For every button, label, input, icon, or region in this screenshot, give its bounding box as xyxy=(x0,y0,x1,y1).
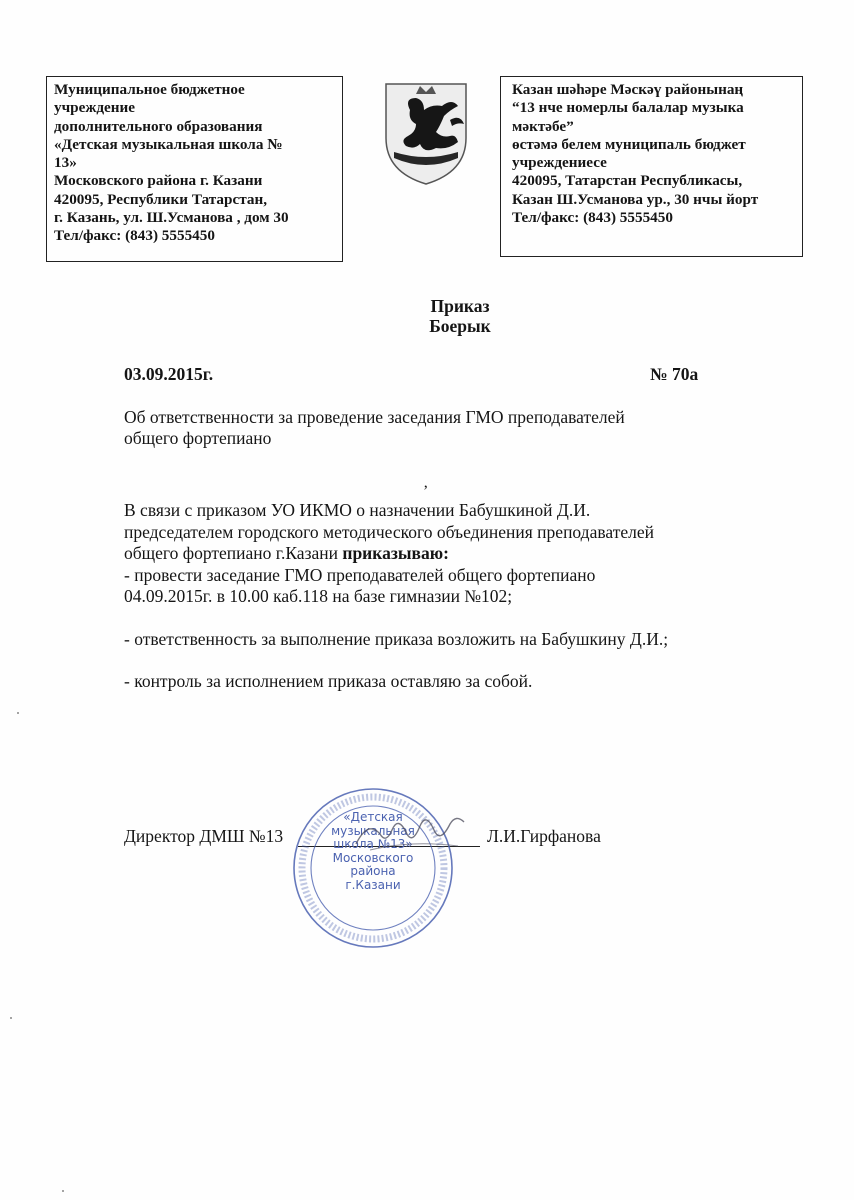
order-verb: приказываю: xyxy=(342,543,449,563)
order-date: 03.09.2015г. xyxy=(124,364,214,384)
header-right-line: “13 нче номерлы балалар музыка xyxy=(512,99,744,117)
body-line: председателем городского методического объединения преподавателей xyxy=(124,521,654,542)
kazan-coat-of-arms-icon xyxy=(380,80,472,186)
stamp-line: школа №13» xyxy=(333,837,413,852)
subject-line: Об ответственности за проведение заседания ГМО преподавателей xyxy=(124,407,625,427)
scan-speck xyxy=(10,1017,12,1019)
stamp-line: Московского xyxy=(332,850,414,865)
order-title-ru: Приказ xyxy=(430,296,490,316)
order-body xyxy=(124,500,668,693)
header-right-line: Казан Ш.Усманова ур., 30 нчы йорт xyxy=(512,190,759,208)
header-left-line: дополнительного образования xyxy=(54,117,263,135)
order-title-tt: Боерык xyxy=(429,316,491,336)
handwritten-signature-icon xyxy=(350,800,470,870)
header-left-line: 420095, Республики Татарстан, xyxy=(54,190,267,208)
body-item: - провести заседание ГМО преподавателей общего фортепиано xyxy=(124,564,596,585)
header-right-line: учреждениесе xyxy=(512,154,607,172)
header-right-line: мәктәбе” xyxy=(512,117,574,135)
header-left-line: г. Казань, ул. Ш.Усманова , дом 30 xyxy=(54,209,289,227)
header-right-line: 420095, Татарстан Республикасы, xyxy=(512,172,743,190)
order-number: № 70а xyxy=(650,364,699,384)
subject-line: общего фортепиано xyxy=(124,428,272,448)
header-right-line: Тел/факс: (843) 5555450 xyxy=(512,209,673,227)
header-left-line: Московского района г. Казани xyxy=(54,172,263,190)
header-left-line: Тел/факс: (843) 5555450 xyxy=(54,227,215,245)
header-left-line: учреждение xyxy=(54,99,136,117)
body-item: 04.09.2015г. в 10.00 каб.118 на базе гимназии №102; xyxy=(124,586,513,606)
header-left-line: 13» xyxy=(54,154,77,172)
body-item: - ответственность за выполнение приказа возложить на Бабушкину Д.И.; xyxy=(124,628,669,649)
stamp-line: музыкальная xyxy=(331,823,415,838)
header-left-line: «Детская музыкальная школа № xyxy=(54,135,283,153)
scan-speck xyxy=(17,712,19,714)
stamp-line: «Детская xyxy=(343,810,403,824)
header-right-line: Казан шәһәре Мәскәү районынаң xyxy=(512,81,744,98)
header-left-line: Муниципальное бюджетное xyxy=(54,81,245,98)
signatory-name: Л.И.Гирфанова xyxy=(487,826,601,846)
body-item: - контроль за исполнением приказа оставляю за собой. xyxy=(124,671,533,691)
body-line xyxy=(124,543,668,565)
order-subject xyxy=(124,407,625,449)
header-left-box xyxy=(46,76,343,262)
stamp-line: г.Казани xyxy=(345,877,401,892)
body-line: В связи с приказом УО ИКМО о назначении Бабушкиной Д.И. xyxy=(124,500,591,520)
body-line-text: общего фортепиано г.Казани xyxy=(124,543,343,563)
signatory-role: Директор ДМШ №13 xyxy=(124,826,284,846)
stamp-line: района xyxy=(350,864,396,879)
header-right-box xyxy=(500,76,803,257)
stray-mark: ‚ xyxy=(423,474,429,491)
scan-speck xyxy=(62,1190,64,1192)
header-right-line: өстәмә белем муниципаль бюджет xyxy=(512,135,746,153)
